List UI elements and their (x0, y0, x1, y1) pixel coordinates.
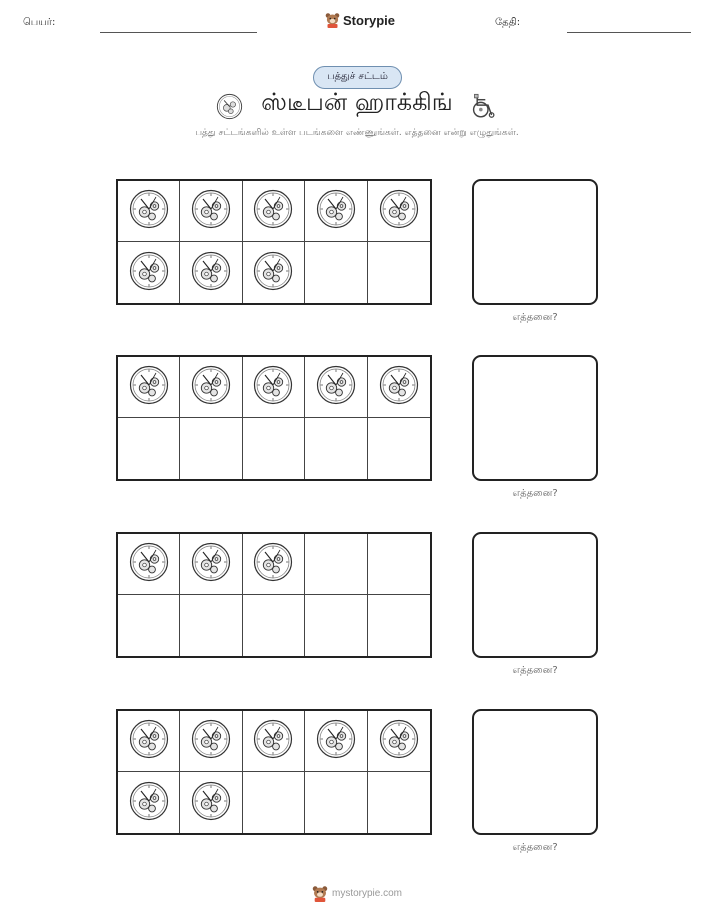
ten-frame-cell (305, 418, 367, 479)
ten-frame (116, 355, 432, 481)
ten-frame-cell (305, 357, 367, 418)
clock-gears-icon (253, 542, 293, 586)
ten-frame-cell (368, 418, 430, 479)
clock-gears-icon (253, 365, 293, 409)
clock-gears-icon (129, 542, 169, 586)
bear-mascot-icon (325, 12, 340, 28)
ten-frame-cell (243, 181, 305, 242)
answer-label: எத்தனை? (512, 665, 558, 676)
clock-gears-icon (253, 719, 293, 763)
ten-frame-cell (305, 772, 367, 833)
ten-frame-cell (118, 242, 180, 303)
ten-frame-cell (118, 357, 180, 418)
clock-gears-icon (191, 189, 231, 233)
page-title: ஸ்டீபன் ஹாக்கிங் (261, 88, 453, 116)
ten-frame-cell (368, 357, 430, 418)
worksheet-type-badge: பத்துச் சட்டம் (313, 66, 402, 89)
clock-gears-icon (316, 365, 356, 409)
name-line[interactable] (100, 32, 257, 33)
clock-gears-icon (191, 542, 231, 586)
ten-frame-cell (243, 357, 305, 418)
brand-name: Storypie (343, 12, 396, 28)
clock-gears-icon (129, 189, 169, 233)
ten-frame-cell (118, 711, 180, 772)
ten-frame-cell (180, 534, 242, 595)
ten-frame-cell (305, 595, 367, 656)
ten-frame-cell (243, 418, 305, 479)
clock-gears-icon (316, 719, 356, 763)
ten-frame-cell (118, 181, 180, 242)
ten-frame (116, 709, 432, 835)
ten-frame-cell (243, 242, 305, 303)
date-line[interactable] (567, 32, 691, 33)
ten-frame-cell (180, 418, 242, 479)
ten-frame-cell (180, 181, 242, 242)
clock-gears-icon (129, 365, 169, 409)
footer-url: mystorypie.com (331, 888, 402, 899)
ten-frame-cell (243, 772, 305, 833)
name-label: பெயர்: (23, 17, 56, 28)
ten-frame-cell (243, 595, 305, 656)
instructions: பத்து சட்டங்களில் உள்ள படங்களை எண்ணுங்கள். எத்தனை என்று எழுதுங்கள். (195, 128, 519, 138)
ten-frame-cell (368, 242, 430, 303)
footer (0, 885, 714, 902)
clock-gears-icon (379, 365, 419, 409)
clock-gears-icon (253, 189, 293, 233)
ten-frame-cell (180, 357, 242, 418)
answer-box[interactable] (472, 532, 598, 658)
answer-label: எத்தனை? (512, 312, 558, 323)
clock-gears-icon (129, 719, 169, 763)
ten-frame-cell (305, 711, 367, 772)
ten-frame-cell (118, 772, 180, 833)
ten-frame-cell (243, 534, 305, 595)
clock-gears-icon (191, 365, 231, 409)
clock-gears-icon (191, 781, 231, 825)
answer-box[interactable] (472, 709, 598, 835)
ten-frame-cell (180, 772, 242, 833)
answer-box[interactable] (472, 179, 598, 305)
ten-frame-cell (368, 772, 430, 833)
clock-gears-icon (129, 781, 169, 825)
clock-gears-icon (379, 719, 419, 763)
ten-frame (116, 179, 432, 305)
clock-gears-icon (191, 251, 231, 295)
wheelchair-icon (470, 92, 497, 120)
ten-frame-cell (305, 181, 367, 242)
answer-box[interactable] (472, 355, 598, 481)
clock-gears-icon (316, 189, 356, 233)
ten-frame-cell (180, 711, 242, 772)
ten-frame-cell (305, 242, 367, 303)
answer-label: எத்தனை? (512, 842, 558, 853)
ten-frame-cell (368, 711, 430, 772)
answer-label: எத்தனை? (512, 488, 558, 499)
ten-frame-cell (368, 595, 430, 656)
date-label: தேதி: (495, 17, 521, 28)
clock-gears-icon (253, 251, 293, 295)
clock-gears-icon (129, 251, 169, 295)
ten-frame-cell (118, 418, 180, 479)
brand-logo (325, 12, 395, 28)
bear-mascot-icon (312, 885, 328, 902)
clock-gears-icon (379, 189, 419, 233)
ten-frame-cell (180, 595, 242, 656)
ten-frame-cell (368, 534, 430, 595)
ten-frame-cell (180, 242, 242, 303)
ten-frame-cell (118, 534, 180, 595)
ten-frame-cell (368, 181, 430, 242)
ten-frame (116, 532, 432, 658)
ten-frame-cell (243, 711, 305, 772)
clock-gears-icon (191, 719, 231, 763)
ten-frame-cell (305, 534, 367, 595)
ten-frame-cell (118, 595, 180, 656)
